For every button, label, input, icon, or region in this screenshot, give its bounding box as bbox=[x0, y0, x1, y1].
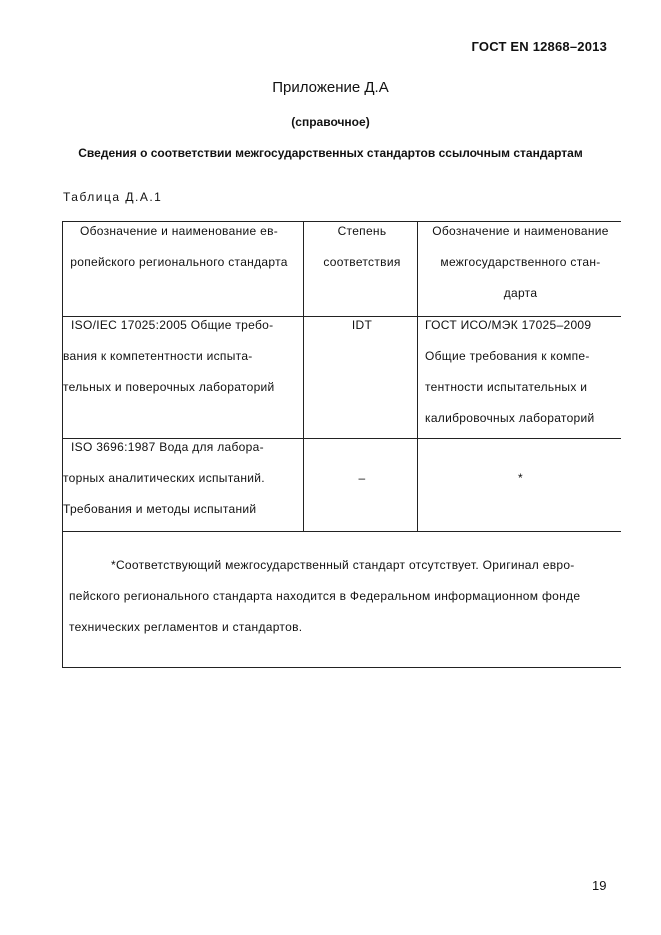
cell-line: вания к компетентности испыта- bbox=[63, 349, 253, 363]
column-divider bbox=[303, 222, 304, 531]
footnote-line: *Соответствующий межгосударственный стандарт отсутствует. Оригинал евро- bbox=[111, 558, 575, 572]
cell-line: торных аналитических испытаний. bbox=[63, 471, 265, 485]
header-degree bbox=[306, 216, 418, 278]
row1-degree: IDT bbox=[351, 318, 373, 332]
table-footnote bbox=[69, 550, 614, 643]
header-line: Обозначение и наименование bbox=[432, 224, 609, 238]
appendix-title: Приложение Д.А bbox=[272, 79, 389, 96]
cell-line: калибровочных лабораторий bbox=[425, 411, 595, 425]
cell-line: ISO 3696:1987 Вода для лабора- bbox=[71, 440, 264, 454]
cell-line: Требования и методы испытаний bbox=[63, 502, 257, 516]
table-label: Таблица Д.А.1 bbox=[63, 190, 163, 204]
appendix-kind: (справочное) bbox=[291, 115, 370, 129]
row1-interstate-standard bbox=[425, 310, 620, 434]
cell-line: ISO/IEC 17025:2005 Общие требо- bbox=[71, 318, 274, 332]
cell-line: Общие требования к компе- bbox=[425, 349, 590, 363]
header-line: ропейского регионального стандарта bbox=[70, 255, 288, 269]
header-line: Степень bbox=[337, 224, 387, 238]
row2-interstate-standard: * bbox=[518, 471, 523, 485]
row1-european-standard bbox=[63, 310, 295, 403]
header-line: межгосударственного стан- bbox=[440, 255, 601, 269]
cell-line: тельных и поверочных лабораторий bbox=[63, 380, 275, 394]
footnote-line: технических регламентов и стандартов. bbox=[69, 620, 303, 634]
header-interstate-standard bbox=[423, 216, 618, 309]
correspondence-table bbox=[62, 221, 621, 668]
row2-european-standard bbox=[63, 432, 295, 525]
header-line: Обозначение и наименование ев- bbox=[79, 224, 279, 238]
header-line: дарта bbox=[503, 286, 538, 300]
cell-line: ГОСТ ИСО/МЭК 17025–2009 bbox=[425, 318, 592, 332]
footnote-line: пейского регионального стандарта находится в Федеральном информационном фонде bbox=[69, 589, 581, 603]
header-line: соответствия bbox=[323, 255, 401, 269]
cell-line: тентности испытательных и bbox=[425, 380, 588, 394]
row2-degree: – bbox=[358, 471, 366, 485]
document-code: ГОСТ EN 12868–2013 bbox=[471, 39, 607, 54]
header-european-standard bbox=[63, 216, 295, 278]
page-number: 19 bbox=[592, 878, 607, 893]
row-divider bbox=[63, 531, 621, 532]
section-heading: Сведения о соответствии межгосударственных стандартов ссылочным стандартам bbox=[78, 146, 583, 160]
